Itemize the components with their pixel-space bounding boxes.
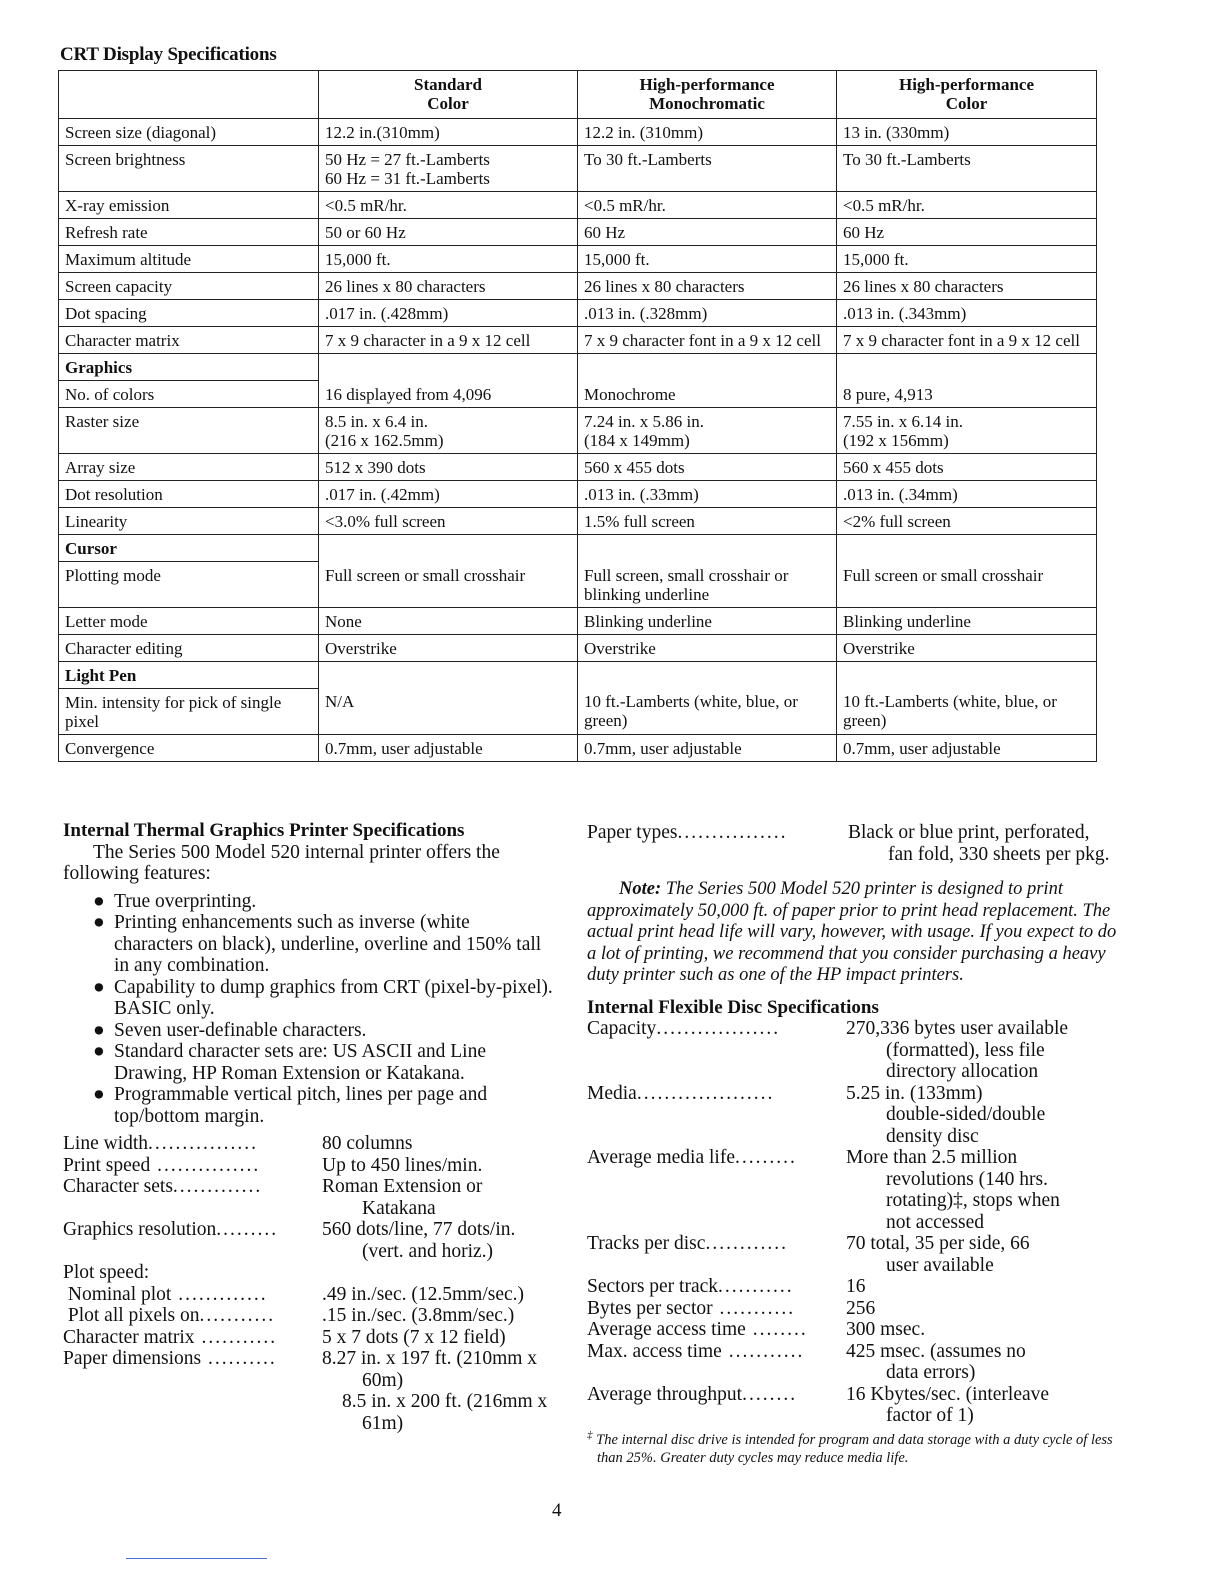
spec-key-text: Media: [587, 1082, 637, 1104]
spec-line: [63, 1219, 553, 1262]
spec-value-line: (vert. and horiz.): [362, 1240, 494, 1262]
hp-mono-cell: Full screen, small crosshair or blinking underline: [578, 562, 837, 608]
row-label: Character editing: [59, 634, 319, 661]
spec-key: [63, 1327, 322, 1349]
row-label: No. of colors: [59, 381, 319, 408]
spec-key-text: Average access time: [587, 1319, 746, 1340]
spec-value-line: user available: [886, 1254, 994, 1276]
spec-value: [322, 1133, 553, 1155]
spec-value-line: revolutions (140 hrs.: [886, 1168, 1048, 1190]
footnote-text: The internal disc drive is intended for program and data storage with a duty cycle of less than 25%. Greater duty cycles may reduce media life.: [596, 1431, 1113, 1466]
spec-value-line: 70 total, 35 per side, 66: [846, 1233, 1030, 1254]
standard-color-cell: .017 in. (.42mm): [319, 481, 578, 508]
spec-value: [322, 1327, 553, 1349]
table-header-row: [59, 71, 1097, 119]
hp-mono-cell: 60 Hz: [578, 219, 837, 246]
printer-note: [587, 879, 1127, 987]
standard-color-cell: 15,000 ft.: [319, 246, 578, 273]
section-heading-row: [59, 535, 1097, 562]
standard-color-cell: 8.5 in. x 6.4 in. (216 x 162.5mm): [319, 408, 578, 454]
spec-value-line: double-sided/double: [886, 1104, 1046, 1125]
leader-dots: ...............: [150, 1154, 261, 1176]
feature-text: Printing enhancements such as inverse (white characters on black), underline, overline and 150% tall in any combination.: [114, 912, 542, 976]
table-header-cell: High-performance Monochromatic: [578, 71, 837, 119]
spec-value: [846, 1147, 1127, 1233]
paper-types-spec: [587, 822, 1127, 865]
row-label: Dot resolution: [59, 481, 319, 508]
hp-mono-cell: 0.7mm, user adjustable: [578, 734, 837, 761]
spec-key: [587, 1018, 846, 1083]
row-label: Maximum altitude: [59, 246, 319, 273]
leader-dots: ...........: [712, 1297, 796, 1319]
spec-line: [587, 1319, 1127, 1341]
spec-key-text: Plot all pixels on: [63, 1305, 200, 1326]
hp-color-cell: 560 x 455 dots: [837, 454, 1097, 481]
table-row: [59, 481, 1097, 508]
table-row: [59, 146, 1097, 192]
spec-key: [63, 1348, 322, 1434]
row-label: Dot spacing: [59, 300, 319, 327]
table-row: [59, 381, 1097, 408]
table-row: [59, 408, 1097, 454]
hp-mono-cell: 560 x 455 dots: [578, 454, 837, 481]
spec-key: [587, 1083, 846, 1148]
spec-key-text: Average throughput: [587, 1383, 743, 1405]
spec-value: [846, 1341, 1127, 1384]
spec-key-text: Paper dimensions: [63, 1348, 202, 1369]
crt-specs-table: [58, 70, 1097, 762]
table-header-cell: Standard Color: [319, 71, 578, 119]
spec-line: [63, 1284, 553, 1306]
spec-key: [587, 1384, 846, 1427]
empty-cell: [837, 661, 1097, 688]
spec-value-line: factor of 1): [886, 1405, 974, 1426]
hp-mono-cell: .013 in. (.328mm): [578, 300, 837, 327]
table-row: [59, 562, 1097, 608]
spec-value-line: 300 msec.: [846, 1319, 926, 1340]
list-item: [93, 1020, 553, 1042]
bullet-icon: ●: [93, 912, 105, 933]
spec-line: [587, 1384, 1127, 1427]
spec-value: [322, 1176, 553, 1219]
footnote-mark: ‡: [587, 1428, 593, 1441]
spec-key: [63, 1284, 322, 1306]
list-item: [93, 1041, 553, 1084]
standard-color-cell: Overstrike: [319, 634, 578, 661]
table-row: [59, 300, 1097, 327]
spec-value-line: 270,336 bytes user available: [846, 1018, 1069, 1039]
table-row: [59, 607, 1097, 634]
spec-value-line: Katakana: [362, 1197, 436, 1219]
hp-color-cell: 8 pure, 4,913: [837, 381, 1097, 408]
spec-value: [322, 1219, 553, 1262]
list-item: [93, 912, 553, 977]
section-heading: Light Pen: [59, 661, 319, 688]
spec-key-text: Average media life: [587, 1147, 735, 1168]
spec-key-text: Paper types: [587, 822, 678, 843]
spec-value: [322, 1284, 553, 1306]
plot-spec-list: [63, 1284, 553, 1435]
row-label: Screen brightness: [59, 146, 319, 192]
standard-color-cell: <0.5 mR/hr.: [319, 192, 578, 219]
spec-line: [587, 1233, 1127, 1276]
hp-mono-cell: 12.2 in. (310mm): [578, 119, 837, 146]
empty-cell: [578, 661, 837, 688]
section-heading: Graphics: [59, 354, 319, 381]
empty-cell: [837, 354, 1097, 381]
table-row: [59, 454, 1097, 481]
spec-value: [846, 1233, 1127, 1276]
spec-key-text: Capacity: [587, 1018, 657, 1039]
spec-value-line: directory allocation: [886, 1061, 1039, 1082]
printer-specs-column: [63, 820, 553, 1434]
empty-cell: [578, 535, 837, 562]
hp-mono-cell: 1.5% full screen: [578, 508, 837, 535]
spec-value-line: data errors): [886, 1362, 976, 1383]
right-column: [587, 822, 1127, 1467]
feature-text: Programmable vertical pitch, lines per page and top/bottom margin.: [114, 1084, 488, 1127]
table-row: [59, 508, 1097, 535]
hp-color-cell: 0.7mm, user adjustable: [837, 734, 1097, 761]
spec-line: [63, 1348, 553, 1434]
row-label: Screen capacity: [59, 273, 319, 300]
spec-key-text: Line width: [63, 1133, 149, 1154]
hp-mono-cell: <0.5 mR/hr.: [578, 192, 837, 219]
hp-mono-cell: 7 x 9 character font in a 9 x 12 cell: [578, 327, 837, 354]
hp-color-cell: 60 Hz: [837, 219, 1097, 246]
spec-key-text: Nominal plot: [63, 1283, 172, 1305]
spec-value-line: 560 dots/line, 77 dots/in.: [322, 1219, 516, 1240]
leader-dots: ........: [742, 1383, 798, 1405]
table-header-cell: High-performance Color: [837, 71, 1097, 119]
spec-value-line: 16 Kbytes/sec. (interleave: [846, 1383, 1050, 1405]
disc-footnote: [587, 1428, 1127, 1467]
spec-value-line: 5 x 7 dots (7 x 12 field): [322, 1326, 506, 1348]
row-label: Plotting mode: [59, 562, 319, 608]
spec-value: [322, 1348, 553, 1434]
spec-value-line: 8.5 in. x 200 ft. (216mm x: [342, 1391, 548, 1412]
hp-color-cell: 7.55 in. x 6.14 in. (192 x 156mm): [837, 408, 1097, 454]
spec-key-text: Max. access time: [587, 1340, 722, 1362]
table-row: [59, 634, 1097, 661]
disc-specs-title: Internal Flexible Disc Specifications: [587, 996, 879, 1018]
printer-intro: The Series 500 Model 520 internal printer offers the following features:: [63, 841, 500, 884]
table-row: [59, 119, 1097, 146]
feature-list: [63, 891, 553, 1128]
hp-color-cell: To 30 ft.-Lamberts: [837, 146, 1097, 192]
link-underline: [126, 1558, 267, 1559]
leader-dots: ..................: [656, 1018, 781, 1039]
hp-color-cell: Full screen or small crosshair: [837, 562, 1097, 608]
empty-cell: [578, 354, 837, 381]
section-heading: Cursor: [59, 535, 319, 562]
spec-value-line: density disc: [886, 1125, 979, 1147]
spec-line: [63, 1155, 553, 1177]
spec-key: [587, 1147, 846, 1233]
spec-key: [63, 1133, 322, 1155]
spec-value-line: 256: [846, 1297, 876, 1319]
row-label: Raster size: [59, 408, 319, 454]
spec-key-text: Bytes per sector: [587, 1297, 713, 1319]
section-heading-row: [59, 661, 1097, 688]
standard-color-cell: <3.0% full screen: [319, 508, 578, 535]
spec-value: [322, 1155, 553, 1177]
leader-dots: ............: [705, 1233, 788, 1254]
row-label: Screen size (diagonal): [59, 119, 319, 146]
bullet-icon: ●: [93, 1041, 105, 1062]
hp-mono-cell: To 30 ft.-Lamberts: [578, 146, 837, 192]
leader-dots: .........: [734, 1147, 797, 1168]
row-label: Min. intensity for pick of single pixel: [59, 688, 319, 734]
spec-value-line: 425 msec. (assumes no: [846, 1340, 1026, 1362]
spec-line: [63, 1176, 553, 1219]
bullet-icon: ●: [93, 1084, 105, 1105]
row-label: Array size: [59, 454, 319, 481]
spec-key-text: Sectors per track: [587, 1276, 719, 1297]
spec-value: [846, 1018, 1127, 1083]
row-label: Convergence: [59, 734, 319, 761]
standard-color-cell: Full screen or small crosshair: [319, 562, 578, 608]
table-row: [59, 327, 1097, 354]
hp-mono-cell: 7.24 in. x 5.86 in. (184 x 149mm): [578, 408, 837, 454]
spec-key: [63, 1155, 322, 1177]
list-item: [93, 891, 553, 913]
standard-color-cell: 50 or 60 Hz: [319, 219, 578, 246]
spec-key-text: Character sets: [63, 1176, 173, 1197]
standard-color-cell: None: [319, 607, 578, 634]
feature-text: Seven user-definable characters.: [114, 1019, 367, 1041]
spec-key-text: Character matrix: [63, 1326, 195, 1348]
leader-dots: ...........: [718, 1276, 794, 1297]
spec-line: [63, 1133, 553, 1155]
spec-value-line: rotating)‡, stops when: [886, 1190, 1060, 1211]
spec-key-text: Print speed: [63, 1154, 151, 1176]
section-heading-row: [59, 354, 1097, 381]
spec-key: [587, 1233, 846, 1276]
hp-mono-cell: Monochrome: [578, 381, 837, 408]
spec-value: [846, 1319, 1127, 1341]
standard-color-cell: 12.2 in.(310mm): [319, 119, 578, 146]
standard-color-cell: 7 x 9 character in a 9 x 12 cell: [319, 327, 578, 354]
list-item: [93, 977, 553, 1020]
leader-dots: ........: [745, 1319, 808, 1340]
spec-key: [587, 1341, 846, 1384]
leader-dots: ................: [148, 1133, 259, 1154]
table-header-cell: [59, 71, 319, 119]
spec-key: [587, 1319, 846, 1341]
empty-cell: [319, 354, 578, 381]
spec-value: [846, 1083, 1127, 1148]
plot-speed-label: Plot speed:: [63, 1262, 150, 1283]
leader-dots: .............: [172, 1176, 263, 1197]
feature-text: Capability to dump graphics from CRT (pixel-by-pixel). BASIC only.: [114, 976, 553, 1019]
printer-spec-list: [63, 1133, 553, 1262]
hp-color-cell: Overstrike: [837, 634, 1097, 661]
table-row: [59, 273, 1097, 300]
standard-color-cell: .017 in. (.428mm): [319, 300, 578, 327]
leader-dots: ...........: [721, 1340, 805, 1362]
disc-spec-list: [587, 1018, 1127, 1427]
spec-line: [587, 1083, 1127, 1148]
row-label: Refresh rate: [59, 219, 319, 246]
spec-line: [587, 1298, 1127, 1320]
hp-color-cell: 10 ft.-Lamberts (white, blue, or green): [837, 688, 1097, 734]
leader-dots: ....................: [636, 1082, 775, 1104]
spec-value-line: 8.27 in. x 197 ft. (210mm x: [322, 1348, 538, 1369]
bullet-icon: ●: [93, 1019, 105, 1041]
spec-key: [587, 1298, 846, 1320]
spec-value-line: not accessed: [886, 1211, 984, 1233]
spec-value-line: Roman Extension or: [322, 1176, 483, 1197]
spec-line: [587, 1276, 1127, 1298]
spec-value-line: 61m): [362, 1412, 404, 1434]
bullet-icon: ●: [93, 976, 105, 998]
standard-color-cell: 26 lines x 80 characters: [319, 273, 578, 300]
spec-value-line: 60m): [362, 1369, 404, 1391]
hp-color-cell: .013 in. (.34mm): [837, 481, 1097, 508]
hp-color-cell: 15,000 ft.: [837, 246, 1097, 273]
leader-dots: .........: [216, 1219, 279, 1240]
spec-line: [587, 1341, 1127, 1384]
leader-dots: ................: [677, 822, 788, 843]
row-label: X-ray emission: [59, 192, 319, 219]
leader-dots: ..........: [201, 1348, 277, 1369]
spec-value-line: Black or blue print, perforated,: [848, 822, 1090, 843]
spec-key: [63, 1176, 322, 1219]
spec-value-line: fan fold, 330 sheets per pkg.: [888, 843, 1110, 865]
table-row: [59, 192, 1097, 219]
spec-value: [846, 1384, 1127, 1427]
hp-color-cell: Blinking underline: [837, 607, 1097, 634]
hp-color-cell: .013 in. (.343mm): [837, 300, 1097, 327]
spec-value-line: 80 columns: [322, 1133, 413, 1154]
spec-line: [63, 1305, 553, 1327]
feature-text: True overprinting.: [114, 890, 257, 912]
page-number: 4: [552, 1500, 562, 1521]
note-label: Note:: [619, 879, 662, 899]
leader-dots: .............: [171, 1283, 268, 1305]
spec-key-text: Graphics resolution: [63, 1219, 217, 1240]
spec-value: [846, 1276, 1127, 1298]
leader-dots: ...........: [194, 1326, 278, 1348]
hp-mono-cell: 10 ft.-Lamberts (white, blue, or green): [578, 688, 837, 734]
standard-color-cell: N/A: [319, 688, 578, 734]
standard-color-cell: 50 Hz = 27 ft.-Lamberts 60 Hz = 31 ft.-Lamberts: [319, 146, 578, 192]
spec-key: [587, 822, 848, 865]
empty-cell: [837, 535, 1097, 562]
list-item: [93, 1084, 553, 1127]
leader-dots: ...........: [199, 1305, 276, 1326]
spec-value-line: .15 in./sec. (3.8mm/sec.): [322, 1305, 515, 1326]
spec-value-line: 5.25 in. (133mm): [846, 1082, 983, 1104]
spec-line: [63, 1327, 553, 1349]
spec-key-text: Tracks per disc: [587, 1233, 706, 1254]
spec-key: [63, 1219, 322, 1262]
standard-color-cell: 16 displayed from 4,096: [319, 381, 578, 408]
spec-line: [587, 1147, 1127, 1233]
hp-mono-cell: 26 lines x 80 characters: [578, 273, 837, 300]
hp-mono-cell: .013 in. (.33mm): [578, 481, 837, 508]
row-label: Linearity: [59, 508, 319, 535]
hp-mono-cell: Blinking underline: [578, 607, 837, 634]
table-row: [59, 734, 1097, 761]
printer-specs-title: Internal Thermal Graphics Printer Specifications: [63, 820, 465, 841]
table-row: [59, 688, 1097, 734]
note-text: The Series 500 Model 520 printer is designed to print approximately 50,000 ft. of paper prior to print head replacement. The actual print head life will vary, however, with usage. If you expect to do a lot of printing, we recommend that you consider purchasing a heavy duty printer such as one of the HP impact printers.: [587, 879, 1117, 985]
bullet-icon: ●: [93, 890, 105, 912]
spec-value-line: Up to 450 lines/min.: [322, 1154, 483, 1176]
empty-cell: [319, 535, 578, 562]
hp-color-cell: <2% full screen: [837, 508, 1097, 535]
spec-line: [587, 1018, 1127, 1083]
hp-color-cell: 7 x 9 character font in a 9 x 12 cell: [837, 327, 1097, 354]
table-row: [59, 219, 1097, 246]
spec-value-line: .49 in./sec. (12.5mm/sec.): [322, 1283, 524, 1305]
spec-value-line: More than 2.5 million: [846, 1147, 1018, 1168]
spec-value-line: 16: [846, 1276, 866, 1297]
spec-key: [587, 1276, 846, 1298]
hp-mono-cell: 15,000 ft.: [578, 246, 837, 273]
table-row: [59, 246, 1097, 273]
hp-color-cell: <0.5 mR/hr.: [837, 192, 1097, 219]
spec-line: [587, 822, 1127, 865]
hp-mono-cell: Overstrike: [578, 634, 837, 661]
hp-color-cell: 13 in. (330mm): [837, 119, 1097, 146]
spec-value: [848, 822, 1127, 865]
crt-specs-title: CRT Display Specifications: [60, 44, 277, 65]
spec-key: [63, 1305, 322, 1327]
row-label: Letter mode: [59, 607, 319, 634]
hp-color-cell: 26 lines x 80 characters: [837, 273, 1097, 300]
spec-value-line: (formatted), less file: [886, 1039, 1045, 1061]
feature-text: Standard character sets are: US ASCII and Line Drawing, HP Roman Extension or Katakana.: [114, 1041, 487, 1084]
empty-cell: [319, 661, 578, 688]
spec-value: [846, 1298, 1127, 1320]
row-label: Character matrix: [59, 327, 319, 354]
standard-color-cell: 0.7mm, user adjustable: [319, 734, 578, 761]
spec-value: [322, 1305, 553, 1327]
standard-color-cell: 512 x 390 dots: [319, 454, 578, 481]
